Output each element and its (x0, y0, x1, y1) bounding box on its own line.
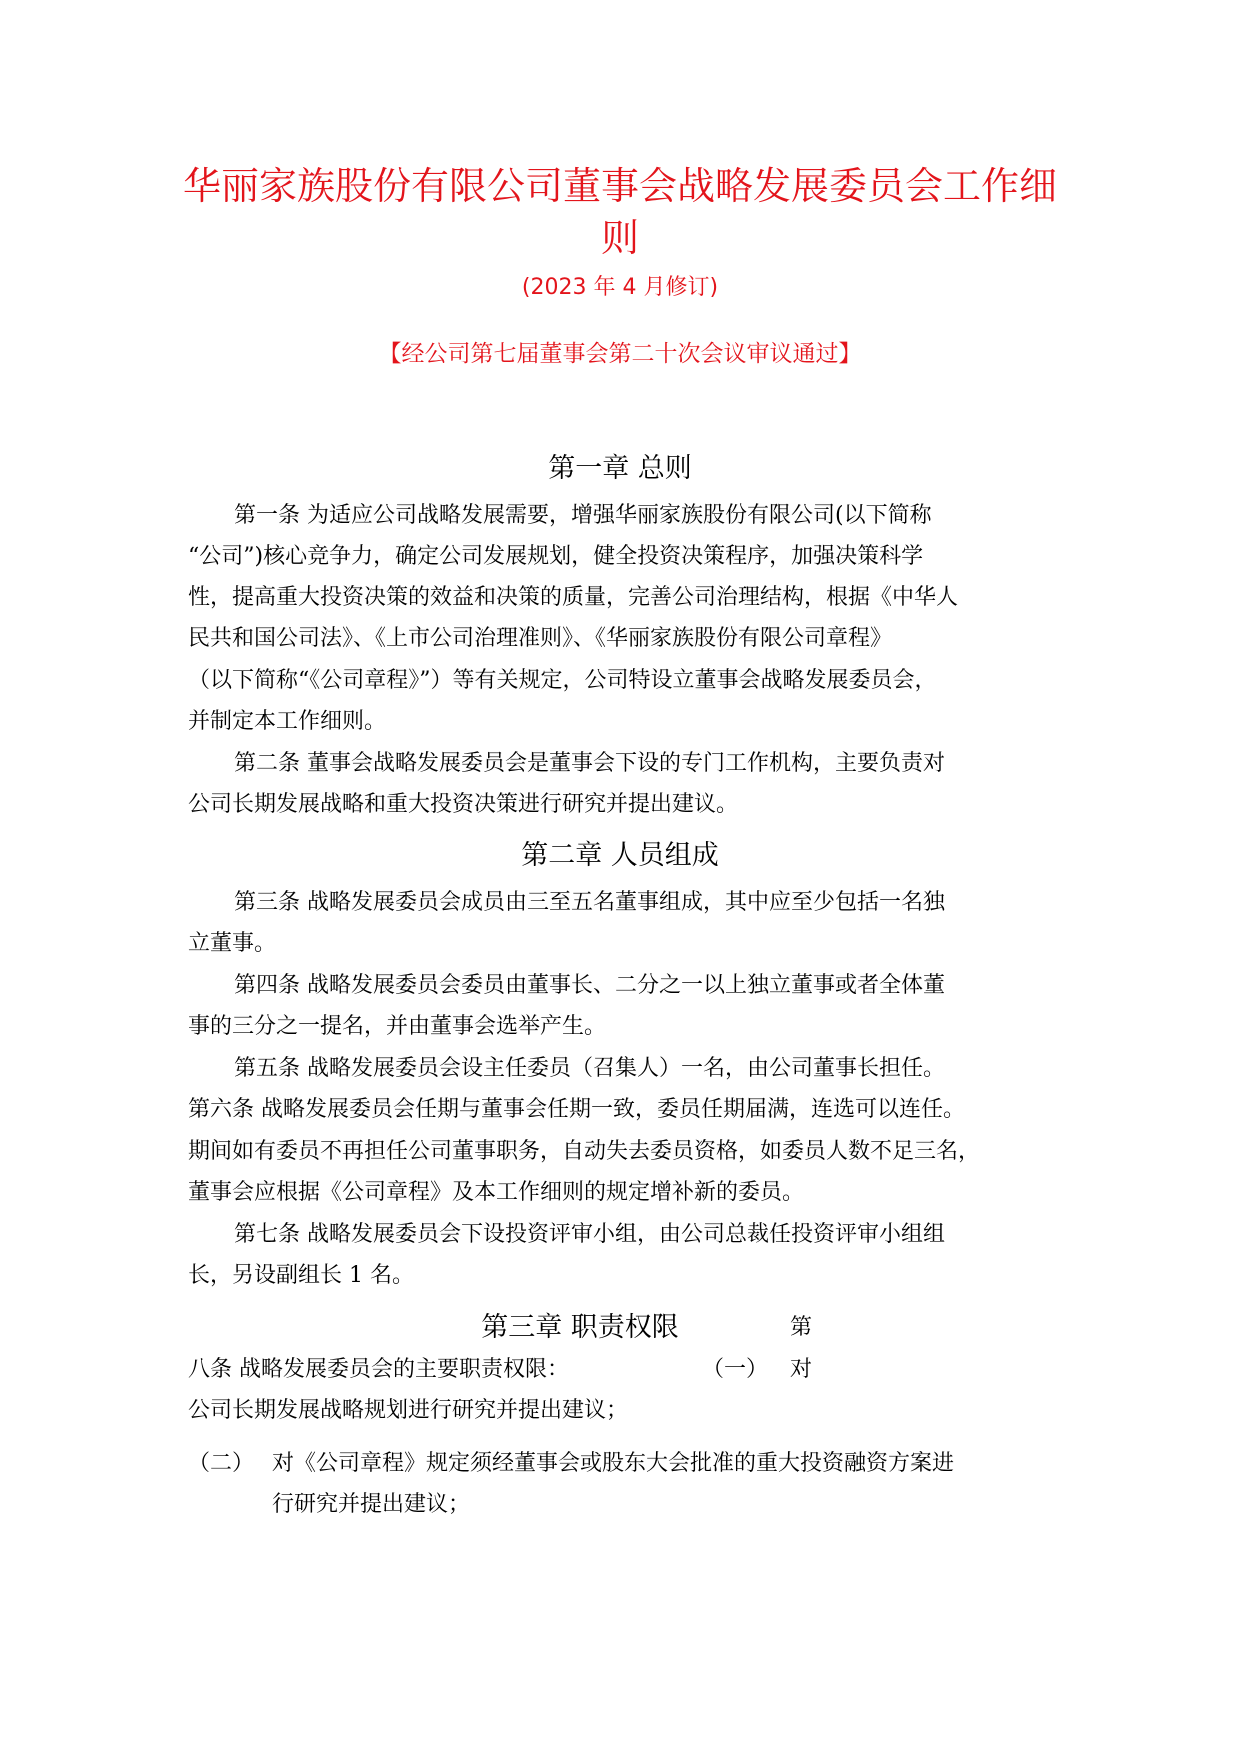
article-8-item-1-text: 公司长期发展战略规划进行研究并提出建议； (188, 1398, 629, 1423)
document-title (150, 160, 1090, 264)
article-3-line-2: 立董事。 (188, 931, 277, 956)
article-5-line-1: 第五条 战略发展委员会设主任委员（召集人）一名，由公司董事长担任。 (234, 1056, 945, 1081)
article-2-line-1: 第二条 董事会战略发展委员会是董事会下设的专门工作机构，主要负责对 (234, 751, 945, 776)
title-line-1: 华丽家族股份有限公司董事会战略发展委员会工作细 (182, 164, 1057, 208)
article-7-line-2: 长，另设副组长 1 名。 (188, 1263, 414, 1288)
title-line-2: 则 (600, 216, 639, 260)
article-8-head-fragment: 第 (790, 1315, 813, 1340)
article-1-line-5: （以下简称“《公司章程》”）等有关规定，公司特设立董事会战略发展委员会， (188, 668, 937, 693)
revision-note: (2023 年 4 月修订) (521, 275, 719, 300)
article-8-line-1: 八条 战略发展委员会的主要职责权限： (188, 1357, 569, 1382)
article-8-item-1-fragment: 对 (790, 1357, 813, 1382)
article-1-line-3: 性，提高重大投资决策的效益和决策的质量，完善公司治理结构，根据《中华人 (188, 585, 959, 610)
article-1-line-6: 并制定本工作细则。 (188, 709, 387, 734)
article-6-line-3: 董事会应根据《公司章程》及本工作细则的规定增补新的委员。 (188, 1180, 805, 1205)
article-1-line-1: 第一条 为适应公司战略发展需要，增强华丽家族股份有限公司(以下简称 (234, 503, 932, 528)
article-2-line-2: 公司长期发展战略和重大投资决策进行研究并提出建议。 (188, 792, 739, 817)
article-8-item-1-number: （一） (702, 1357, 769, 1382)
chapter-2-heading: 第二章 人员组成 (521, 840, 719, 871)
article-6-line-1: 第六条 战略发展委员会任期与董事会任期一致，委员任期届满，连选可以连任。 (188, 1097, 965, 1122)
article-1-line-2: “公司”)核心竞争力，确定公司发展规划，健全投资决策程序，加强决策科学 (188, 544, 924, 569)
article-8-item-2-line-1: 对《公司章程》规定须经董事会或股东大会批准的重大投资融资方案进 (272, 1451, 955, 1476)
article-3-line-1: 第三条 战略发展委员会成员由三至五名董事组成，其中应至少包括一名独 (234, 890, 945, 915)
approval-note: 【经公司第七届董事会第二十次会议审议通过】 (378, 341, 862, 367)
chapter-3-heading: 第三章 职责权限 (481, 1312, 679, 1343)
article-4-line-2: 事的三分之一提名，并由董事会选举产生。 (188, 1014, 607, 1039)
article-8-item-2-line-2: 行研究并提出建议； (272, 1492, 471, 1517)
article-6-line-2: 期间如有委员不再担任公司董事职务，自动失去委员资格，如委员人数不足三名， (188, 1139, 981, 1164)
article-8-item-2-number: （二） (188, 1451, 255, 1476)
article-4-line-1: 第四条 战略发展委员会委员由董事长、二分之一以上独立董事或者全体董 (234, 973, 945, 998)
article-7-line-1: 第七条 战略发展委员会下设投资评审小组，由公司总裁任投资评审小组组 (234, 1222, 945, 1247)
chapter-1-heading: 第一章 总则 (548, 453, 692, 484)
article-1-line-4: 民共和国公司法》、《上市公司治理准则》、《华丽家族股份有限公司章程》 (188, 626, 893, 651)
